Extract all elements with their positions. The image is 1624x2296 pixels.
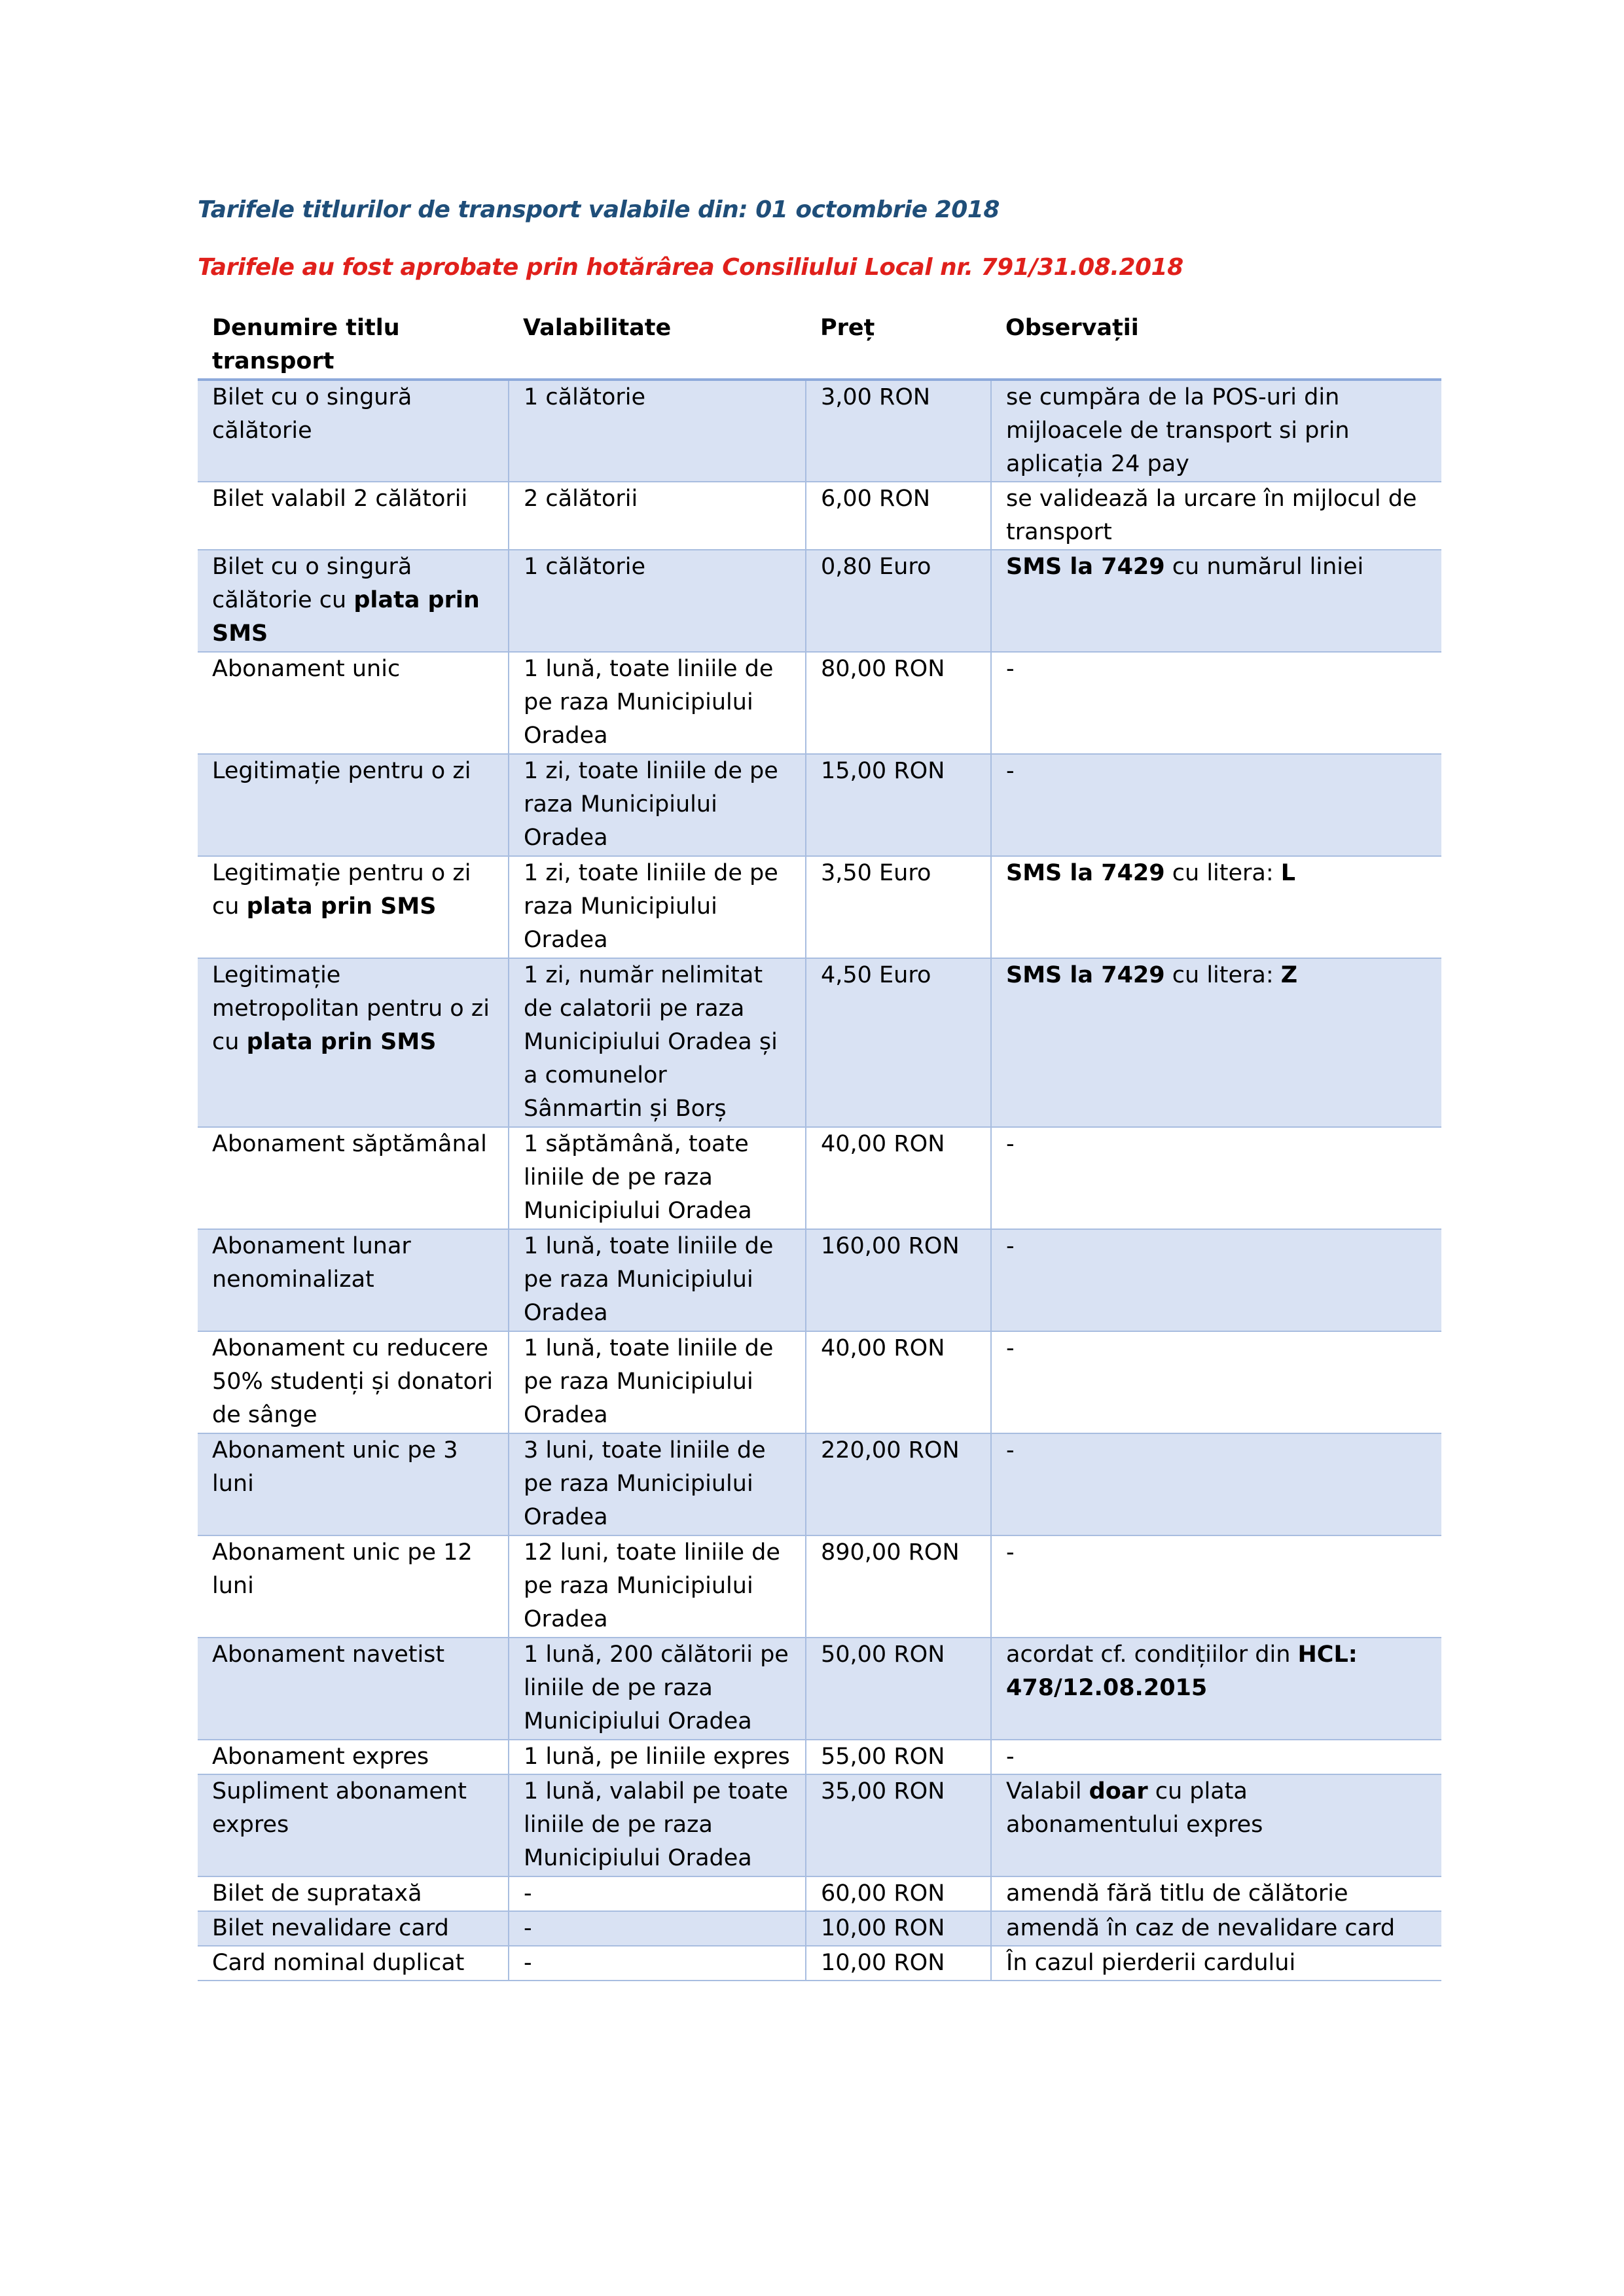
cell-validity: 1 lună, valabil pe toate liniile de pe raza Municipiului Oradea	[509, 1774, 806, 1876]
cell-notes: -	[991, 1535, 1441, 1638]
cell-price: 55,00 RON	[806, 1740, 991, 1774]
cell-notes	[991, 1638, 1441, 1740]
cell-validity: 1 zi, număr nelimitat de calatorii pe raza Municipiului Oradea și a comunelor Sânmartin și Borș	[509, 958, 806, 1127]
cell-validity: 1 lună, 200 călătorii pe liniile de pe raza Municipiului Oradea	[509, 1638, 806, 1740]
cell-notes: amendă în caz de nevalidare card	[991, 1911, 1441, 1946]
cell-notes: -	[991, 652, 1441, 754]
cell-notes: -	[991, 1740, 1441, 1774]
table-row	[198, 856, 1441, 958]
cell-name: Abonament unic pe 3 luni	[198, 1433, 509, 1535]
cell-validity: 1 călătorie	[509, 550, 806, 652]
cell-price: 6,00 RON	[806, 482, 991, 550]
cell-validity: 2 călătorii	[509, 482, 806, 550]
table-row	[198, 1740, 1441, 1774]
cell-name: Abonament lunar nenominalizat	[198, 1229, 509, 1331]
cell-text-bold: Z	[1280, 962, 1298, 988]
cell-validity: -	[509, 1946, 806, 1981]
cell-price: 10,00 RON	[806, 1911, 991, 1946]
cell-price: 220,00 RON	[806, 1433, 991, 1535]
cell-validity: 1 zi, toate liniile de pe raza Municipiului Oradea	[509, 856, 806, 958]
cell-notes: se cumpăra de la POS-uri din mijloacele de transport si prin aplicația 24 pay	[991, 380, 1441, 482]
cell-text: Valabil	[1006, 1778, 1089, 1804]
cell-validity: -	[509, 1876, 806, 1911]
cell-text-bold: SMS la 7429	[1006, 554, 1165, 580]
cell-notes	[991, 550, 1441, 652]
table-row	[198, 1876, 1441, 1911]
header-validity: Valabilitate	[523, 315, 672, 341]
cell-notes: În cazul pierderii cardului	[991, 1946, 1441, 1981]
cell-text-bold: L	[1280, 860, 1296, 886]
cell-price: 15,00 RON	[806, 754, 991, 856]
cell-name: Bilet de suprataxă	[198, 1876, 509, 1911]
table-row	[198, 1638, 1441, 1740]
table-row	[198, 550, 1441, 652]
cell-text-bold: plata prin SMS	[246, 893, 437, 920]
cell-price: 160,00 RON	[806, 1229, 991, 1331]
cell-price: 4,50 Euro	[806, 958, 991, 1127]
cell-name: Card nominal duplicat	[198, 1946, 509, 1981]
cell-name	[198, 550, 509, 652]
cell-text-bold: doar	[1089, 1778, 1148, 1804]
cell-notes: amendă fără titlu de călătorie	[991, 1876, 1441, 1911]
fare-table	[198, 310, 1441, 1981]
validity-heading: Tarifele titlurilor de transport valabile din: 01 octombrie 2018	[198, 196, 1000, 223]
header-notes: Observații	[1005, 315, 1139, 341]
approval-heading: Tarifele au fost aprobate prin hotărârea Consiliului Local nr. 791/31.08.2018	[198, 254, 1183, 281]
table-row	[198, 1911, 1441, 1946]
cell-notes: -	[991, 1229, 1441, 1331]
cell-text-bold: SMS la 7429	[1006, 962, 1165, 988]
cell-name	[198, 856, 509, 958]
cell-validity: 1 lună, toate liniile de pe raza Municipiului Oradea	[509, 1229, 806, 1331]
cell-price: 40,00 RON	[806, 1331, 991, 1433]
cell-name	[198, 958, 509, 1127]
cell-price: 3,50 Euro	[806, 856, 991, 958]
cell-text: cu plata abonamentului expres	[1006, 1778, 1263, 1838]
table-row	[198, 958, 1441, 1127]
cell-name: Abonament unic	[198, 652, 509, 754]
cell-notes	[991, 856, 1441, 958]
cell-validity: 1 săptămână, toate liniile de pe raza Municipiului Oradea	[509, 1127, 806, 1229]
cell-notes	[991, 1774, 1441, 1876]
cell-name: Bilet valabil 2 călătorii	[198, 482, 509, 550]
cell-text-bold: plata prin SMS	[212, 587, 480, 647]
table-row	[198, 1331, 1441, 1433]
table-row	[198, 1433, 1441, 1535]
cell-price: 40,00 RON	[806, 1127, 991, 1229]
cell-name: Abonament săptămânal	[198, 1127, 509, 1229]
cell-notes: -	[991, 1127, 1441, 1229]
cell-validity: -	[509, 1911, 806, 1946]
cell-price: 50,00 RON	[806, 1638, 991, 1740]
cell-text-bold: HCL: 478/12.08.2015	[1006, 1641, 1358, 1701]
table-row	[198, 1127, 1441, 1229]
cell-notes: -	[991, 1331, 1441, 1433]
table-row	[198, 380, 1441, 482]
cell-validity: 1 zi, toate liniile de pe raza Municipiului Oradea	[509, 754, 806, 856]
cell-notes: -	[991, 754, 1441, 856]
cell-text: acordat cf. condițiilor din	[1006, 1641, 1298, 1668]
cell-name: Abonament navetist	[198, 1638, 509, 1740]
cell-price: 890,00 RON	[806, 1535, 991, 1638]
header-price: Preț	[820, 315, 875, 341]
cell-text-bold: plata prin SMS	[246, 1029, 437, 1055]
cell-price: 0,80 Euro	[806, 550, 991, 652]
cell-text: cu litera:	[1164, 962, 1281, 988]
cell-validity: 3 luni, toate liniile de pe raza Municipiului Oradea	[509, 1433, 806, 1535]
table-header-row	[198, 310, 1441, 380]
cell-validity: 12 luni, toate liniile de pe raza Municipiului Oradea	[509, 1535, 806, 1638]
cell-price: 3,00 RON	[806, 380, 991, 482]
cell-name: Legitimație pentru o zi	[198, 754, 509, 856]
cell-validity: 1 lună, toate liniile de pe raza Municipiului Oradea	[509, 1331, 806, 1433]
table-row	[198, 1229, 1441, 1331]
cell-price: 35,00 RON	[806, 1774, 991, 1876]
table-row	[198, 652, 1441, 754]
cell-text: cu numărul liniei	[1164, 554, 1364, 580]
table-row	[198, 482, 1441, 550]
cell-name: Abonament expres	[198, 1740, 509, 1774]
cell-text-bold: SMS la 7429	[1006, 860, 1165, 886]
cell-name: Bilet nevalidare card	[198, 1911, 509, 1946]
cell-validity: 1 călătorie	[509, 380, 806, 482]
cell-notes	[991, 958, 1441, 1127]
cell-name: Supliment abonament expres	[198, 1774, 509, 1876]
cell-price: 10,00 RON	[806, 1946, 991, 1981]
cell-name: Abonament cu reducere 50% studenți și donatori de sânge	[198, 1331, 509, 1433]
cell-text: Bilet cu o singură călătorie cu	[212, 554, 412, 613]
cell-notes: -	[991, 1433, 1441, 1535]
cell-notes: se validează la urcare în mijlocul de transport	[991, 482, 1441, 550]
table-row	[198, 1774, 1441, 1876]
header-name: Denumire titlu transport	[212, 315, 400, 374]
table-row	[198, 1535, 1441, 1638]
cell-price: 80,00 RON	[806, 652, 991, 754]
cell-validity: 1 lună, toate liniile de pe raza Municipiului Oradea	[509, 652, 806, 754]
cell-text: Legitimație pentru o zi cu	[212, 860, 471, 920]
table-row	[198, 1946, 1441, 1981]
cell-name: Abonament unic pe 12 luni	[198, 1535, 509, 1638]
cell-text: cu litera:	[1164, 860, 1281, 886]
table-row	[198, 754, 1441, 856]
cell-price: 60,00 RON	[806, 1876, 991, 1911]
cell-name: Bilet cu o singură călătorie	[198, 380, 509, 482]
cell-text: Legitimație metropolitan pentru o zi cu	[212, 962, 490, 1055]
cell-validity: 1 lună, pe liniile expres	[509, 1740, 806, 1774]
